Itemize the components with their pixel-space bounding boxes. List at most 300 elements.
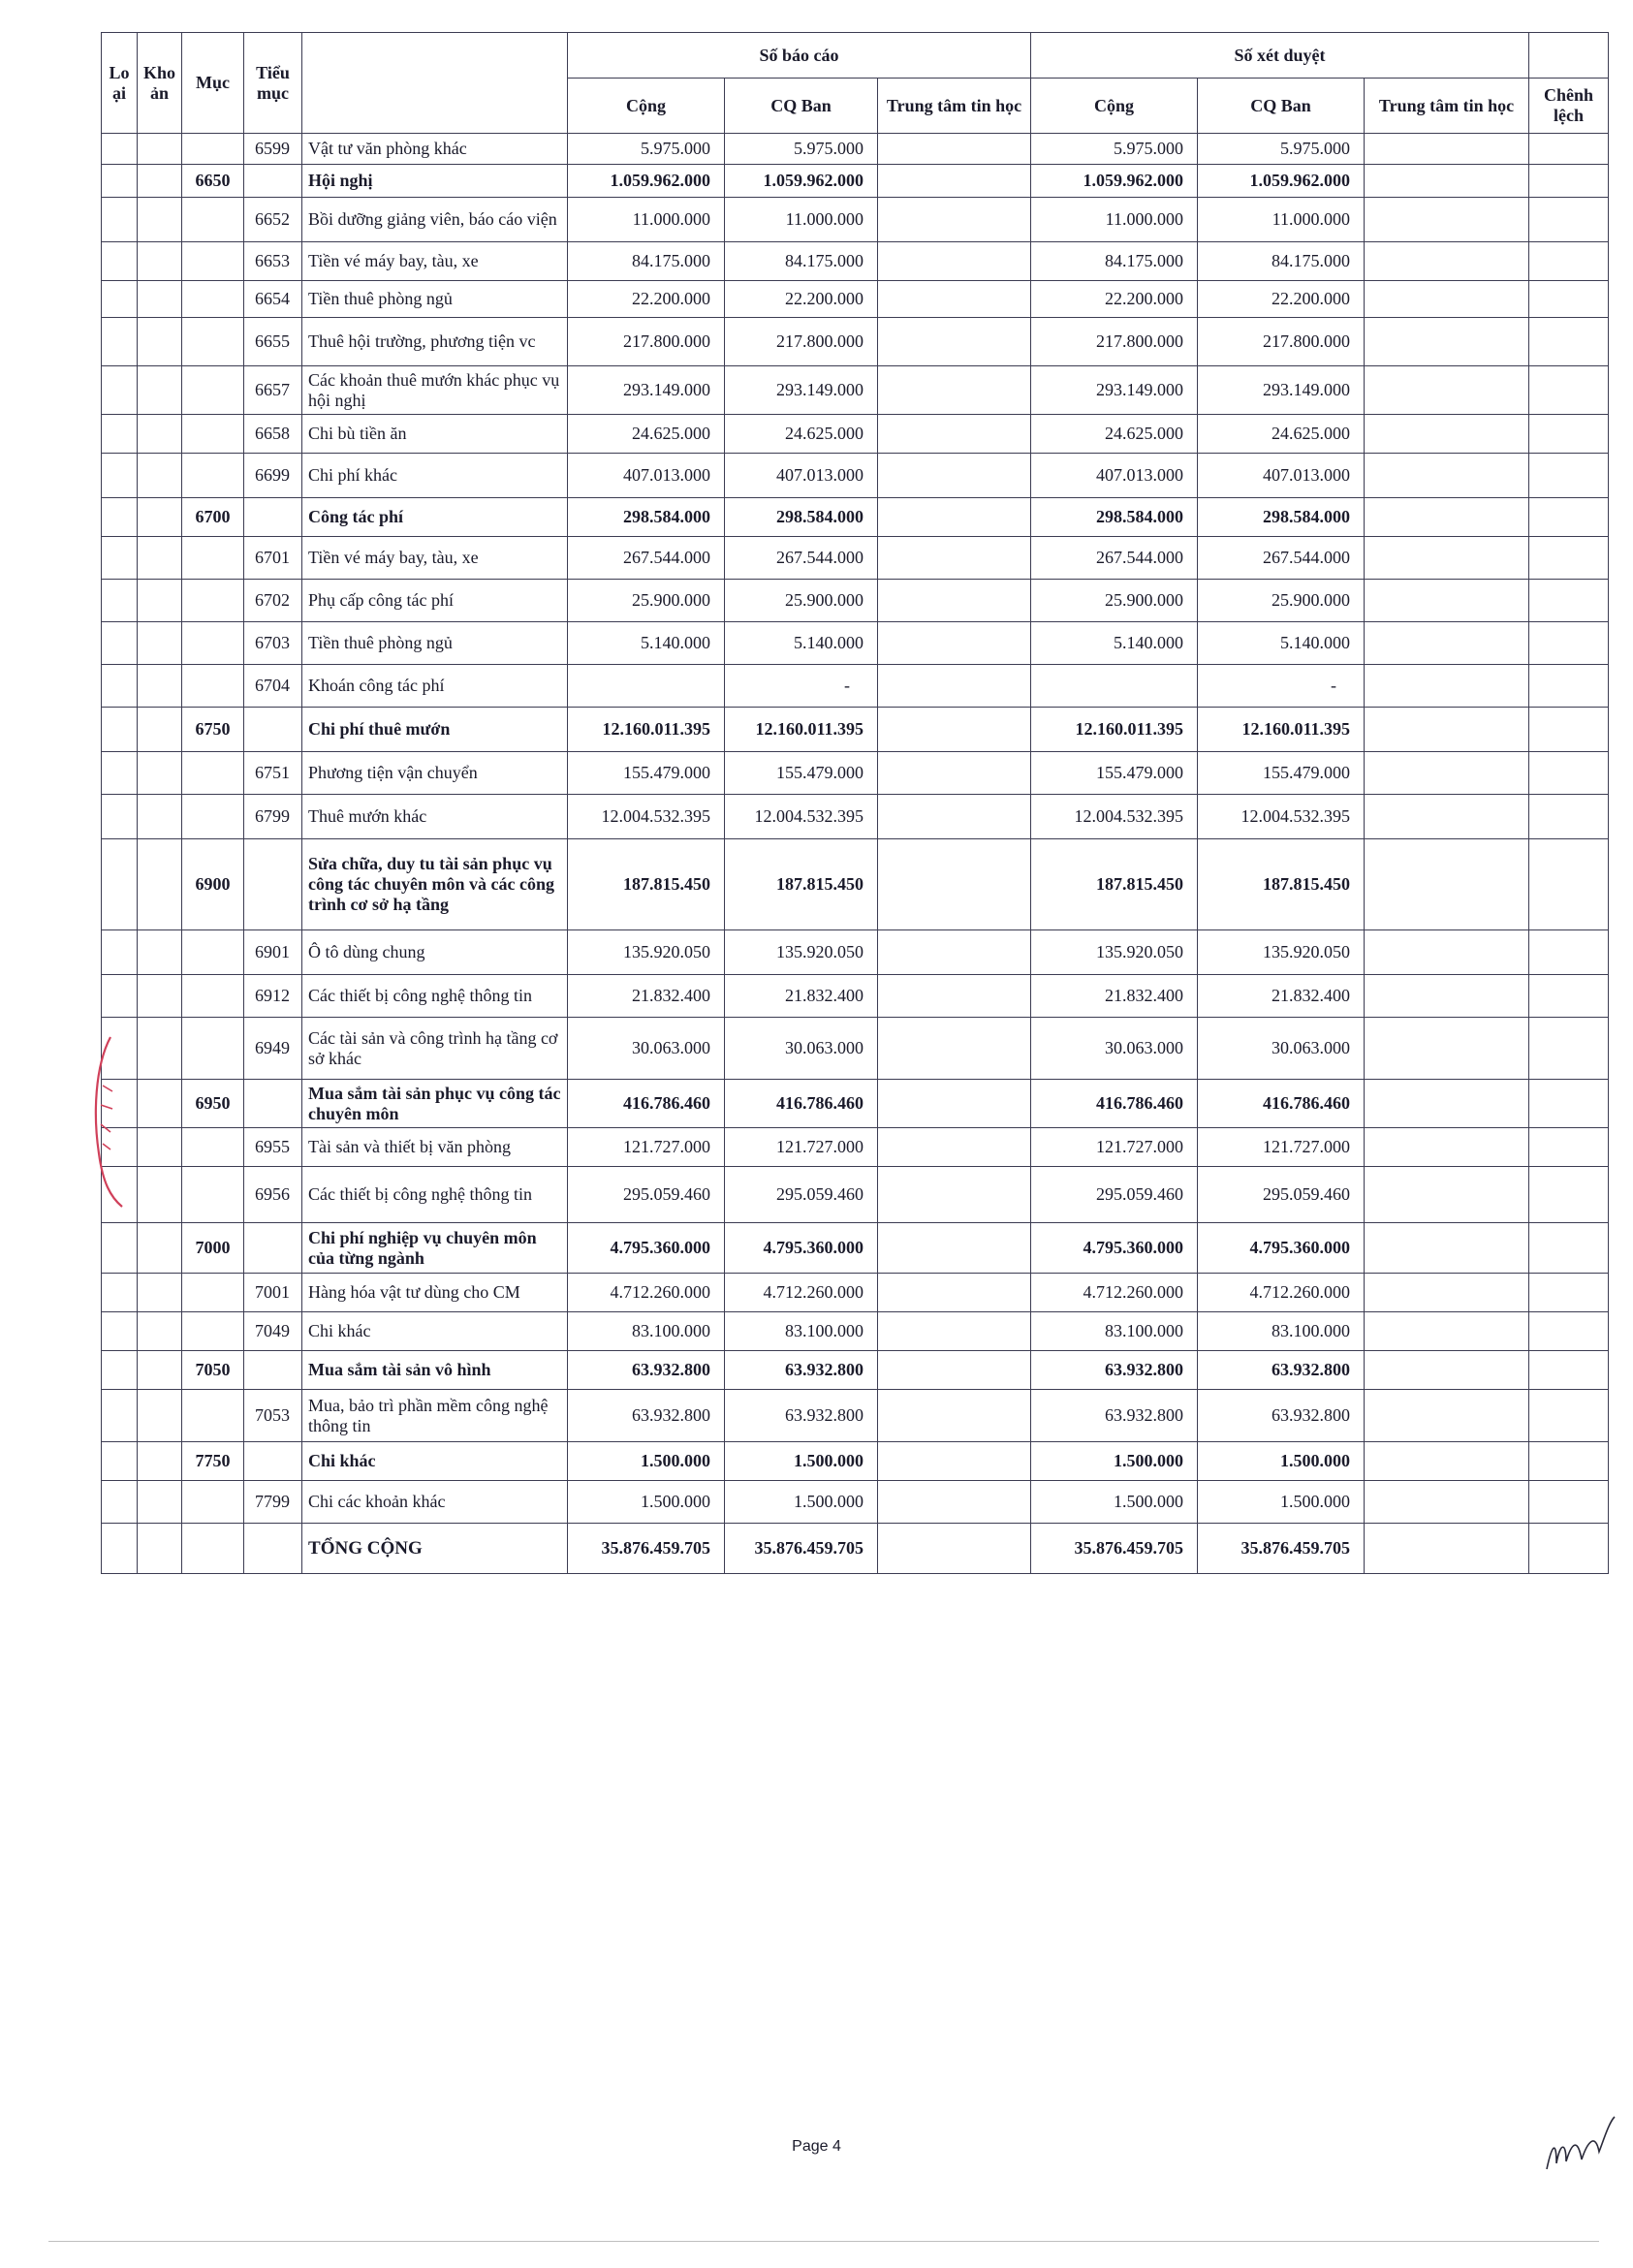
cell-xd-trung-tam <box>1365 1223 1529 1274</box>
cell-muc <box>182 198 244 242</box>
cell-bc-cong: 84.175.000 <box>568 242 725 281</box>
cell-xd-cong: 5.140.000 <box>1031 622 1198 665</box>
col-xd-cq-ban: CQ Ban <box>1198 79 1365 134</box>
cell-xd-cq-ban: 12.004.532.395 <box>1198 795 1365 839</box>
cell-xd-trung-tam <box>1365 537 1529 580</box>
cell-name: Chi khác <box>302 1442 568 1481</box>
cell-name: Chi các khoản khác <box>302 1481 568 1524</box>
cell-chenh-lech <box>1529 622 1609 665</box>
table-body <box>102 134 1609 1574</box>
cell-tieumuc <box>244 498 302 537</box>
cell-xd-cq-ban: 293.149.000 <box>1198 366 1365 415</box>
cell-loai <box>102 415 138 454</box>
cell-loai <box>102 665 138 708</box>
cell-xd-cong: 407.013.000 <box>1031 454 1198 498</box>
cell-loai <box>102 165 138 198</box>
table-row <box>102 318 1609 366</box>
cell-xd-cong: 1.500.000 <box>1031 1442 1198 1481</box>
cell-xd-cq-ban: 35.876.459.705 <box>1198 1524 1365 1574</box>
cell-muc <box>182 1481 244 1524</box>
cell-tieumuc: 6703 <box>244 622 302 665</box>
cell-khoan <box>138 134 182 165</box>
cell-bc-trung-tam <box>878 537 1031 580</box>
cell-xd-trung-tam <box>1365 1167 1529 1223</box>
table-row <box>102 930 1609 975</box>
cell-tieumuc: 6949 <box>244 1018 302 1080</box>
cell-muc: 7050 <box>182 1351 244 1390</box>
cell-muc <box>182 537 244 580</box>
cell-xd-trung-tam <box>1365 1018 1529 1080</box>
cell-name: Các khoản thuê mướn khác phục vụ hội nghị <box>302 366 568 415</box>
cell-bc-trung-tam <box>878 1312 1031 1351</box>
cell-bc-cong: 135.920.050 <box>568 930 725 975</box>
cell-xd-cong: 12.004.532.395 <box>1031 795 1198 839</box>
cell-name: Sửa chữa, duy tu tài sản phục vụ công tác chuyên môn và các công trình cơ sở hạ tầng <box>302 839 568 930</box>
cell-tieumuc: 6955 <box>244 1128 302 1167</box>
cell-name: Chi bù tiền ăn <box>302 415 568 454</box>
cell-xd-cong: 22.200.000 <box>1031 281 1198 318</box>
cell-loai <box>102 498 138 537</box>
cell-bc-cong: 5.140.000 <box>568 622 725 665</box>
cell-loai <box>102 242 138 281</box>
cell-bc-trung-tam <box>878 1274 1031 1312</box>
cell-xd-cq-ban: 298.584.000 <box>1198 498 1365 537</box>
cell-loai <box>102 622 138 665</box>
cell-xd-trung-tam <box>1365 665 1529 708</box>
cell-loai <box>102 975 138 1018</box>
cell-tieumuc: 6654 <box>244 281 302 318</box>
cell-bc-cong: 1.059.962.000 <box>568 165 725 198</box>
table-row <box>102 1351 1609 1390</box>
cell-khoan <box>138 839 182 930</box>
cell-bc-trung-tam <box>878 165 1031 198</box>
cell-bc-cong: 63.932.800 <box>568 1351 725 1390</box>
cell-bc-cong: 295.059.460 <box>568 1167 725 1223</box>
cell-tieumuc <box>244 839 302 930</box>
cell-xd-cq-ban: 416.786.460 <box>1198 1080 1365 1128</box>
cell-khoan <box>138 415 182 454</box>
cell-name: Tiền vé máy bay, tàu, xe <box>302 242 568 281</box>
cell-bc-trung-tam <box>878 1167 1031 1223</box>
cell-bc-cq-ban: 5.140.000 <box>725 622 878 665</box>
cell-tieumuc: 6704 <box>244 665 302 708</box>
cell-tieumuc: 6657 <box>244 366 302 415</box>
cell-bc-cq-ban: 5.975.000 <box>725 134 878 165</box>
cell-bc-cq-ban: 84.175.000 <box>725 242 878 281</box>
cell-bc-cq-ban: 11.000.000 <box>725 198 878 242</box>
cell-chenh-lech <box>1529 1080 1609 1128</box>
cell-name: Công tác phí <box>302 498 568 537</box>
cell-xd-trung-tam <box>1365 580 1529 622</box>
cell-bc-trung-tam <box>878 318 1031 366</box>
cell-chenh-lech <box>1529 165 1609 198</box>
cell-xd-cq-ban: 24.625.000 <box>1198 415 1365 454</box>
red-stamp-mark <box>89 1027 128 1212</box>
cell-muc <box>182 415 244 454</box>
cell-khoan <box>138 1442 182 1481</box>
group-so-bao-cao: Số báo cáo <box>568 33 1031 79</box>
cell-muc <box>182 134 244 165</box>
table-row <box>102 1018 1609 1080</box>
cell-xd-cong: 416.786.460 <box>1031 1080 1198 1128</box>
cell-bc-cq-ban: 30.063.000 <box>725 1018 878 1080</box>
cell-xd-trung-tam <box>1365 318 1529 366</box>
cell-muc <box>182 1524 244 1574</box>
cell-muc: 6900 <box>182 839 244 930</box>
cell-khoan <box>138 281 182 318</box>
cell-loai <box>102 537 138 580</box>
cell-bc-cq-ban: 24.625.000 <box>725 415 878 454</box>
cell-khoan <box>138 795 182 839</box>
cell-xd-trung-tam <box>1365 1481 1529 1524</box>
cell-xd-cong: 35.876.459.705 <box>1031 1524 1198 1574</box>
cell-xd-cq-ban: 1.059.962.000 <box>1198 165 1365 198</box>
cell-xd-cong: 12.160.011.395 <box>1031 708 1198 752</box>
cell-bc-trung-tam <box>878 1481 1031 1524</box>
cell-chenh-lech <box>1529 580 1609 622</box>
col-loai: Lo ại <box>102 33 138 134</box>
cell-name: Vật tư văn phòng khác <box>302 134 568 165</box>
cell-bc-trung-tam <box>878 454 1031 498</box>
cell-chenh-lech <box>1529 537 1609 580</box>
cell-khoan <box>138 665 182 708</box>
cell-tieumuc: 6658 <box>244 415 302 454</box>
cell-bc-cq-ban: 22.200.000 <box>725 281 878 318</box>
cell-chenh-lech <box>1529 1018 1609 1080</box>
cell-loai <box>102 1390 138 1442</box>
cell-xd-cong: 63.932.800 <box>1031 1351 1198 1390</box>
cell-name: Các thiết bị công nghệ thông tin <box>302 975 568 1018</box>
cell-xd-cong: 83.100.000 <box>1031 1312 1198 1351</box>
header-row-top <box>102 33 1609 79</box>
cell-loai <box>102 930 138 975</box>
cell-khoan <box>138 454 182 498</box>
table-row <box>102 622 1609 665</box>
cell-bc-trung-tam <box>878 498 1031 537</box>
cell-bc-cong: 24.625.000 <box>568 415 725 454</box>
cell-tieumuc <box>244 1524 302 1574</box>
cell-bc-cq-ban: 63.932.800 <box>725 1351 878 1390</box>
cell-bc-trung-tam <box>878 752 1031 795</box>
table-row <box>102 1312 1609 1351</box>
cell-tieumuc: 6655 <box>244 318 302 366</box>
cell-bc-trung-tam <box>878 580 1031 622</box>
cell-khoan <box>138 498 182 537</box>
cell-loai <box>102 134 138 165</box>
cell-xd-cong: 84.175.000 <box>1031 242 1198 281</box>
col-tieumuc: Tiểu mục <box>244 33 302 134</box>
cell-khoan <box>138 1167 182 1223</box>
cell-xd-trung-tam <box>1365 134 1529 165</box>
cell-name: Chi phí thuê mướn <box>302 708 568 752</box>
budget-sheet <box>101 32 1609 1574</box>
cell-muc <box>182 1018 244 1080</box>
table-row <box>102 1274 1609 1312</box>
cell-loai <box>102 281 138 318</box>
cell-bc-cong: 4.795.360.000 <box>568 1223 725 1274</box>
cell-khoan <box>138 752 182 795</box>
table-row <box>102 134 1609 165</box>
cell-muc <box>182 622 244 665</box>
table-row <box>102 366 1609 415</box>
cell-chenh-lech <box>1529 1312 1609 1351</box>
cell-bc-cong: 25.900.000 <box>568 580 725 622</box>
table-row <box>102 415 1609 454</box>
page-number: Page 4 <box>792 2138 841 2155</box>
cell-xd-cq-ban: 22.200.000 <box>1198 281 1365 318</box>
cell-loai <box>102 795 138 839</box>
total-row <box>102 1524 1609 1574</box>
cell-bc-cong: 121.727.000 <box>568 1128 725 1167</box>
cell-khoan <box>138 580 182 622</box>
cell-muc <box>182 752 244 795</box>
cell-muc <box>182 366 244 415</box>
cell-bc-trung-tam <box>878 975 1031 1018</box>
cell-xd-trung-tam <box>1365 1128 1529 1167</box>
cell-loai <box>102 1312 138 1351</box>
cell-bc-cq-ban: 295.059.460 <box>725 1167 878 1223</box>
cell-khoan <box>138 1481 182 1524</box>
cell-khoan <box>138 1351 182 1390</box>
cell-bc-cq-ban: 293.149.000 <box>725 366 878 415</box>
cell-bc-cq-ban: 187.815.450 <box>725 839 878 930</box>
cell-bc-cq-ban: 155.479.000 <box>725 752 878 795</box>
cell-bc-cq-ban: 12.004.532.395 <box>725 795 878 839</box>
cell-chenh-lech <box>1529 498 1609 537</box>
cell-bc-cong: 407.013.000 <box>568 454 725 498</box>
cell-tieumuc: 7799 <box>244 1481 302 1524</box>
cell-tieumuc <box>244 708 302 752</box>
cell-khoan <box>138 930 182 975</box>
cell-loai <box>102 752 138 795</box>
cell-chenh-lech <box>1529 1167 1609 1223</box>
cell-muc: 6750 <box>182 708 244 752</box>
cell-xd-trung-tam <box>1365 242 1529 281</box>
cell-muc <box>182 1167 244 1223</box>
cell-xd-cong: 4.795.360.000 <box>1031 1223 1198 1274</box>
cell-tieumuc: 6901 <box>244 930 302 975</box>
cell-xd-cq-ban: 30.063.000 <box>1198 1018 1365 1080</box>
cell-xd-cong: 293.149.000 <box>1031 366 1198 415</box>
cell-bc-cq-ban: 416.786.460 <box>725 1080 878 1128</box>
cell-bc-cq-ban: 12.160.011.395 <box>725 708 878 752</box>
col-khoan: Kho ản <box>138 33 182 134</box>
cell-xd-cong: 155.479.000 <box>1031 752 1198 795</box>
cell-name: Hàng hóa vật tư dùng cho CM <box>302 1274 568 1312</box>
cell-bc-cq-ban: 1.059.962.000 <box>725 165 878 198</box>
cell-xd-trung-tam <box>1365 1274 1529 1312</box>
cell-name: Bồi dưỡng giảng viên, báo cáo viện <box>302 198 568 242</box>
cell-name: Thuê mướn khác <box>302 795 568 839</box>
cell-xd-cong: 187.815.450 <box>1031 839 1198 930</box>
cell-bc-cong: 12.004.532.395 <box>568 795 725 839</box>
page-footer-line <box>48 2241 1599 2242</box>
cell-loai <box>102 1442 138 1481</box>
cell-chenh-lech <box>1529 1524 1609 1574</box>
cell-khoan <box>138 1018 182 1080</box>
cell-khoan <box>138 1274 182 1312</box>
cell-xd-cq-ban: 1.500.000 <box>1198 1442 1365 1481</box>
table-row <box>102 665 1609 708</box>
cell-xd-cong: 30.063.000 <box>1031 1018 1198 1080</box>
cell-xd-cq-ban: 84.175.000 <box>1198 242 1365 281</box>
cell-bc-cong: 30.063.000 <box>568 1018 725 1080</box>
cell-bc-trung-tam <box>878 1018 1031 1080</box>
cell-name: Các thiết bị công nghệ thông tin <box>302 1167 568 1223</box>
cell-chenh-lech <box>1529 795 1609 839</box>
cell-bc-cong: 1.500.000 <box>568 1481 725 1524</box>
cell-name: Mua sắm tài sản phục vụ công tác chuyên môn <box>302 1080 568 1128</box>
cell-name: Ô tô dùng chung <box>302 930 568 975</box>
cell-bc-cq-ban: - <box>725 665 878 708</box>
cell-tieumuc <box>244 165 302 198</box>
table-row <box>102 537 1609 580</box>
cell-xd-trung-tam <box>1365 165 1529 198</box>
cell-xd-cong: 121.727.000 <box>1031 1128 1198 1167</box>
cell-bc-cq-ban: 35.876.459.705 <box>725 1524 878 1574</box>
table-row <box>102 1442 1609 1481</box>
cell-chenh-lech <box>1529 198 1609 242</box>
table-row <box>102 1481 1609 1524</box>
cell-name: Mua sắm tài sản vô hình <box>302 1351 568 1390</box>
cell-tieumuc: 6599 <box>244 134 302 165</box>
cell-xd-cq-ban: 295.059.460 <box>1198 1167 1365 1223</box>
cell-xd-cq-ban: 1.500.000 <box>1198 1481 1365 1524</box>
cell-loai <box>102 1351 138 1390</box>
cell-xd-trung-tam <box>1365 415 1529 454</box>
cell-tieumuc: 7049 <box>244 1312 302 1351</box>
cell-muc <box>182 1312 244 1351</box>
table-row <box>102 281 1609 318</box>
cell-xd-cq-ban: 407.013.000 <box>1198 454 1365 498</box>
cell-xd-trung-tam <box>1365 930 1529 975</box>
cell-loai <box>102 318 138 366</box>
col-name <box>302 33 568 134</box>
cell-khoan <box>138 318 182 366</box>
table-row <box>102 580 1609 622</box>
cell-chenh-lech <box>1529 281 1609 318</box>
cell-name: Tiền thuê phòng ngủ <box>302 281 568 318</box>
cell-xd-trung-tam <box>1365 622 1529 665</box>
cell-bc-cong: 63.932.800 <box>568 1390 725 1442</box>
group-so-xet-duyet: Số xét duyệt <box>1031 33 1529 79</box>
cell-khoan <box>138 165 182 198</box>
cell-xd-cq-ban: - <box>1198 665 1365 708</box>
cell-bc-cq-ban: 4.712.260.000 <box>725 1274 878 1312</box>
cell-bc-cq-ban: 1.500.000 <box>725 1442 878 1481</box>
cell-bc-trung-tam <box>878 415 1031 454</box>
cell-bc-trung-tam <box>878 622 1031 665</box>
cell-xd-trung-tam <box>1365 708 1529 752</box>
cell-xd-cong: 295.059.460 <box>1031 1167 1198 1223</box>
table-row <box>102 1167 1609 1223</box>
cell-loai <box>102 1524 138 1574</box>
cell-muc: 7750 <box>182 1442 244 1481</box>
cell-name: Khoán công tác phí <box>302 665 568 708</box>
cell-tieumuc: 7001 <box>244 1274 302 1312</box>
budget-table <box>101 32 1609 1574</box>
cell-bc-cong: 267.544.000 <box>568 537 725 580</box>
cell-xd-cq-ban: 83.100.000 <box>1198 1312 1365 1351</box>
cell-xd-cq-ban: 63.932.800 <box>1198 1351 1365 1390</box>
cell-khoan <box>138 622 182 665</box>
cell-loai <box>102 580 138 622</box>
cell-xd-cong: 298.584.000 <box>1031 498 1198 537</box>
cell-bc-trung-tam <box>878 366 1031 415</box>
cell-xd-trung-tam <box>1365 498 1529 537</box>
cell-xd-cong <box>1031 665 1198 708</box>
cell-bc-trung-tam <box>878 1390 1031 1442</box>
cell-chenh-lech <box>1529 665 1609 708</box>
col-chenh-lech-top <box>1529 33 1609 79</box>
cell-chenh-lech <box>1529 1351 1609 1390</box>
cell-xd-cq-ban: 21.832.400 <box>1198 975 1365 1018</box>
cell-bc-cong: 4.712.260.000 <box>568 1274 725 1312</box>
cell-name: Thuê hội trường, phương tiện vc <box>302 318 568 366</box>
cell-xd-cq-ban: 25.900.000 <box>1198 580 1365 622</box>
cell-xd-cong: 25.900.000 <box>1031 580 1198 622</box>
cell-tieumuc <box>244 1351 302 1390</box>
cell-tieumuc: 6702 <box>244 580 302 622</box>
cell-xd-cq-ban: 12.160.011.395 <box>1198 708 1365 752</box>
cell-loai <box>102 198 138 242</box>
cell-loai <box>102 366 138 415</box>
cell-name: Tiền vé máy bay, tàu, xe <box>302 537 568 580</box>
cell-khoan <box>138 708 182 752</box>
cell-xd-trung-tam <box>1365 454 1529 498</box>
cell-chenh-lech <box>1529 366 1609 415</box>
cell-name: Các tài sản và công trình hạ tầng cơ sở khác <box>302 1018 568 1080</box>
cell-bc-trung-tam <box>878 839 1031 930</box>
col-chenh-lech: Chênh lệch <box>1529 79 1609 134</box>
cell-bc-trung-tam <box>878 1351 1031 1390</box>
table-row <box>102 1223 1609 1274</box>
cell-loai <box>102 1223 138 1274</box>
cell-chenh-lech <box>1529 318 1609 366</box>
cell-bc-cong: 1.500.000 <box>568 1442 725 1481</box>
cell-muc: 7000 <box>182 1223 244 1274</box>
cell-chenh-lech <box>1529 1481 1609 1524</box>
cell-xd-cong: 5.975.000 <box>1031 134 1198 165</box>
cell-muc <box>182 318 244 366</box>
cell-bc-cq-ban: 217.800.000 <box>725 318 878 366</box>
cell-xd-trung-tam <box>1365 1442 1529 1481</box>
cell-muc: 6650 <box>182 165 244 198</box>
cell-tieumuc: 6653 <box>244 242 302 281</box>
cell-bc-cong: 22.200.000 <box>568 281 725 318</box>
table-row <box>102 1128 1609 1167</box>
cell-xd-cq-ban: 11.000.000 <box>1198 198 1365 242</box>
cell-muc <box>182 1274 244 1312</box>
cell-tieumuc: 6701 <box>244 537 302 580</box>
cell-xd-cong: 217.800.000 <box>1031 318 1198 366</box>
cell-bc-cong: 12.160.011.395 <box>568 708 725 752</box>
cell-loai <box>102 708 138 752</box>
cell-chenh-lech <box>1529 1223 1609 1274</box>
cell-khoan <box>138 1390 182 1442</box>
cell-bc-cong: 5.975.000 <box>568 134 725 165</box>
col-bc-trung-tam: Trung tâm tin học <box>878 79 1031 134</box>
cell-loai <box>102 1274 138 1312</box>
cell-bc-cong: 217.800.000 <box>568 318 725 366</box>
cell-bc-cq-ban: 25.900.000 <box>725 580 878 622</box>
cell-tieumuc <box>244 1080 302 1128</box>
cell-bc-cong: 155.479.000 <box>568 752 725 795</box>
cell-tieumuc: 7053 <box>244 1390 302 1442</box>
cell-bc-cong: 35.876.459.705 <box>568 1524 725 1574</box>
table-row <box>102 1080 1609 1128</box>
cell-name: Tiền thuê phòng ngủ <box>302 622 568 665</box>
